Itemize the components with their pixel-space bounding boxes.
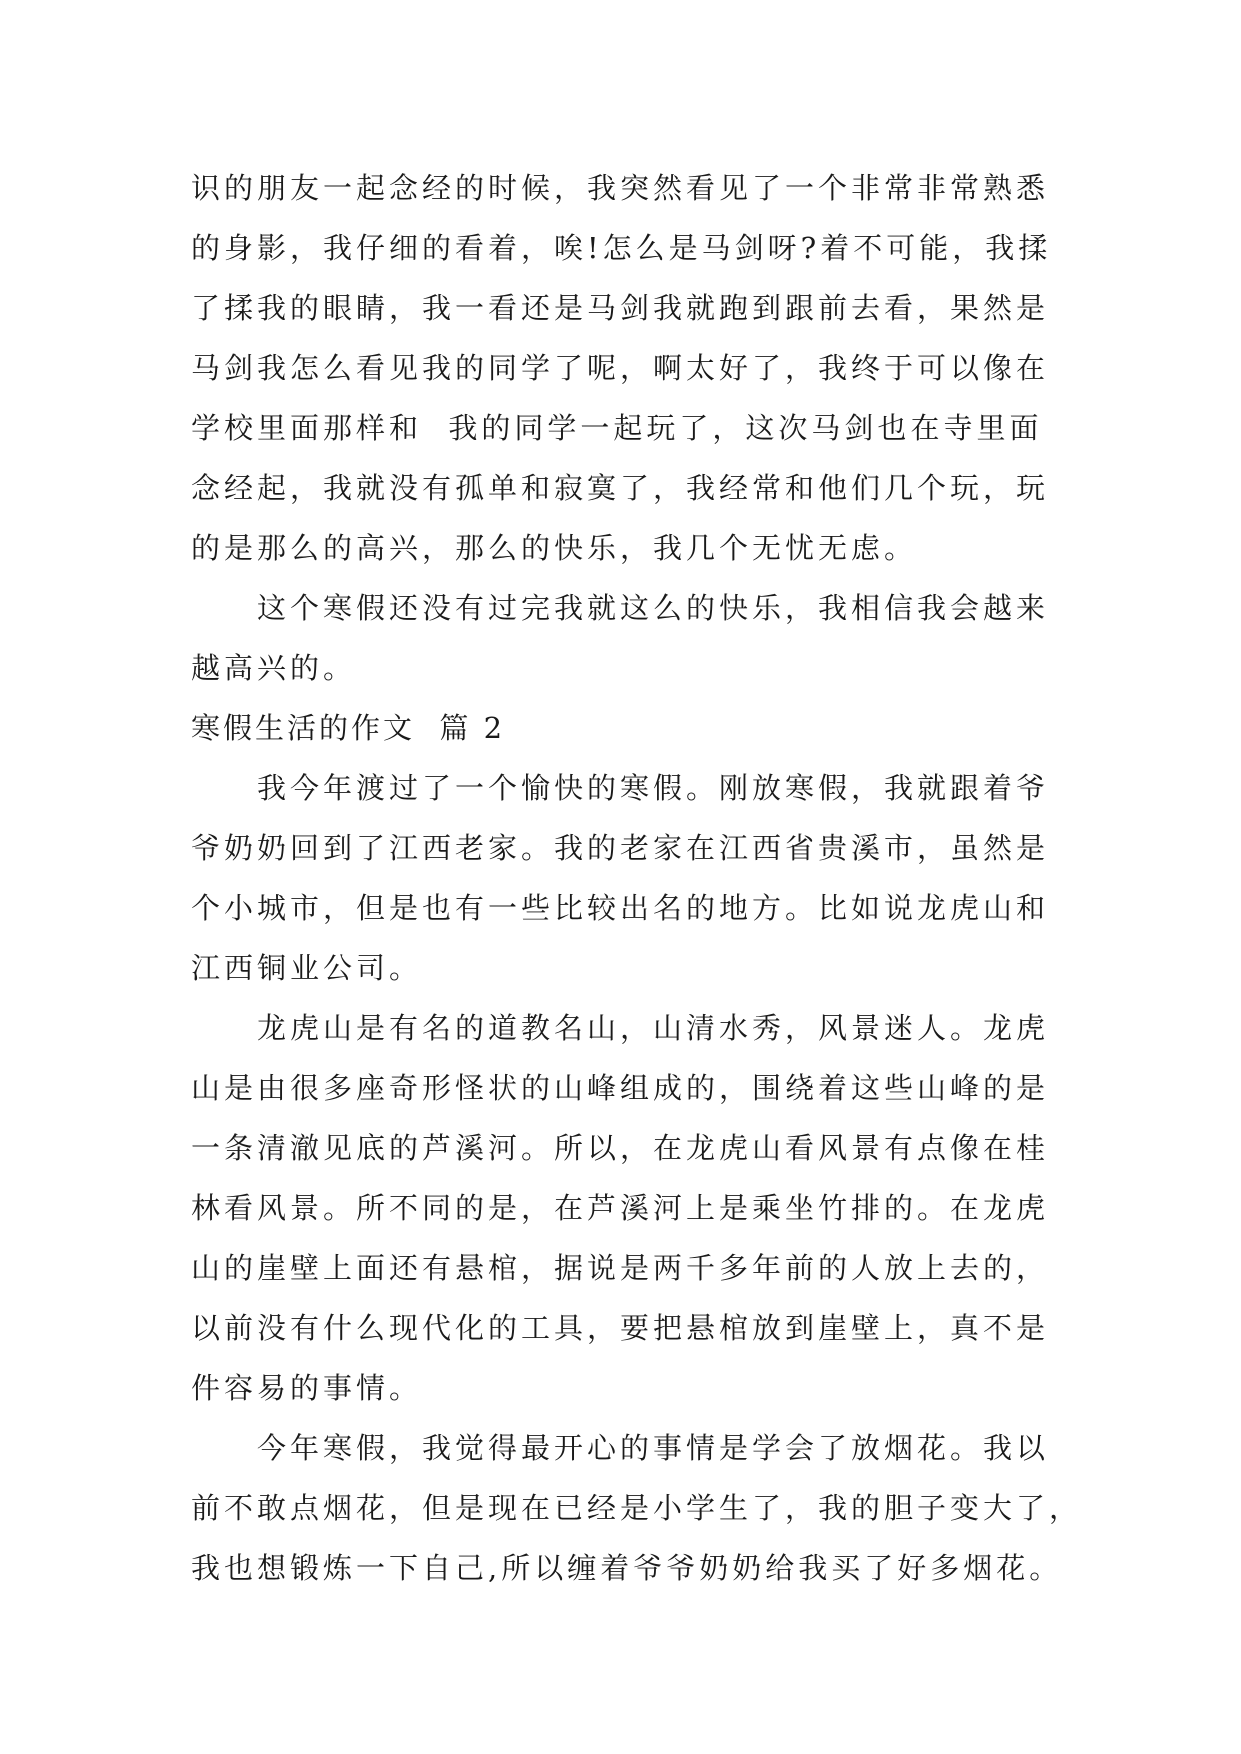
text-line: 一条清澈见底的芦溪河。所以，在龙虎山看风景有点像在桂 [191, 1131, 1050, 1165]
text-line: 爷奶奶回到了江西老家。我的老家在江西省贵溪市，虽然是 [191, 831, 1050, 865]
paragraph-first-line: 龙虎山是有名的道教名山，山清水秀，风景迷人。龙虎 [257, 1011, 1050, 1045]
paragraph-first-line: 今年寒假，我觉得最开心的事情是学会了放烟花。我以 [257, 1431, 1050, 1465]
text-line: 了揉我的眼睛，我一看还是马剑我就跑到跟前去看，果然是 [191, 291, 1050, 325]
paragraph-first-line: 我今年渡过了一个愉快的寒假。刚放寒假，我就跟着爷 [257, 771, 1050, 805]
text-line: 我也想锻炼一下自己,所以缠着爷爷奶奶给我买了好多烟花。 [191, 1551, 1063, 1585]
paragraph-first-line: 这个寒假还没有过完我就这么的快乐，我相信我会越来 [257, 591, 1050, 625]
text-line: 识的朋友一起念经的时候，我突然看见了一个非常非常熟悉 [191, 171, 1050, 205]
text-line: 山的崖壁上面还有悬棺，据说是两千多年前的人放上去的， [191, 1251, 1050, 1285]
text-line: 前不敢点烟花，但是现在已经是小学生了，我的胆子变大了， [191, 1491, 1083, 1525]
text-line: 越高兴的。 [191, 651, 357, 685]
text-line: 件容易的事情。 [191, 1371, 423, 1405]
text-line: 的身影，我仔细的看着，唉!怎么是马剑呀?着不可能，我揉 [191, 231, 1052, 265]
text-line: 学校里面那样和 我的同学一起玩了，这次马剑也在寺里面 [191, 411, 1043, 445]
text-line: 马剑我怎么看见我的同学了呢，啊太好了，我终于可以像在 [191, 351, 1050, 385]
text-line: 念经起，我就没有孤单和寂寞了，我经常和他们几个玩，玩 [191, 471, 1050, 505]
text-line: 以前没有什么现代化的工具，要把悬棺放到崖壁上，真不是 [191, 1311, 1050, 1345]
section-heading: 寒假生活的作文 篇 2 [191, 711, 506, 745]
text-line: 林看风景。所不同的是，在芦溪河上是乘坐竹排的。在龙虎 [191, 1191, 1050, 1225]
text-line: 山是由很多座奇形怪状的山峰组成的，围绕着这些山峰的是 [191, 1071, 1050, 1105]
document-body [191, 158, 1083, 1598]
text-line: 江西铜业公司。 [191, 951, 423, 985]
text-line: 个小城市，但是也有一些比较出名的地方。比如说龙虎山和 [191, 891, 1050, 925]
text-line: 的是那么的高兴，那么的快乐，我几个无忧无虑。 [191, 531, 918, 565]
